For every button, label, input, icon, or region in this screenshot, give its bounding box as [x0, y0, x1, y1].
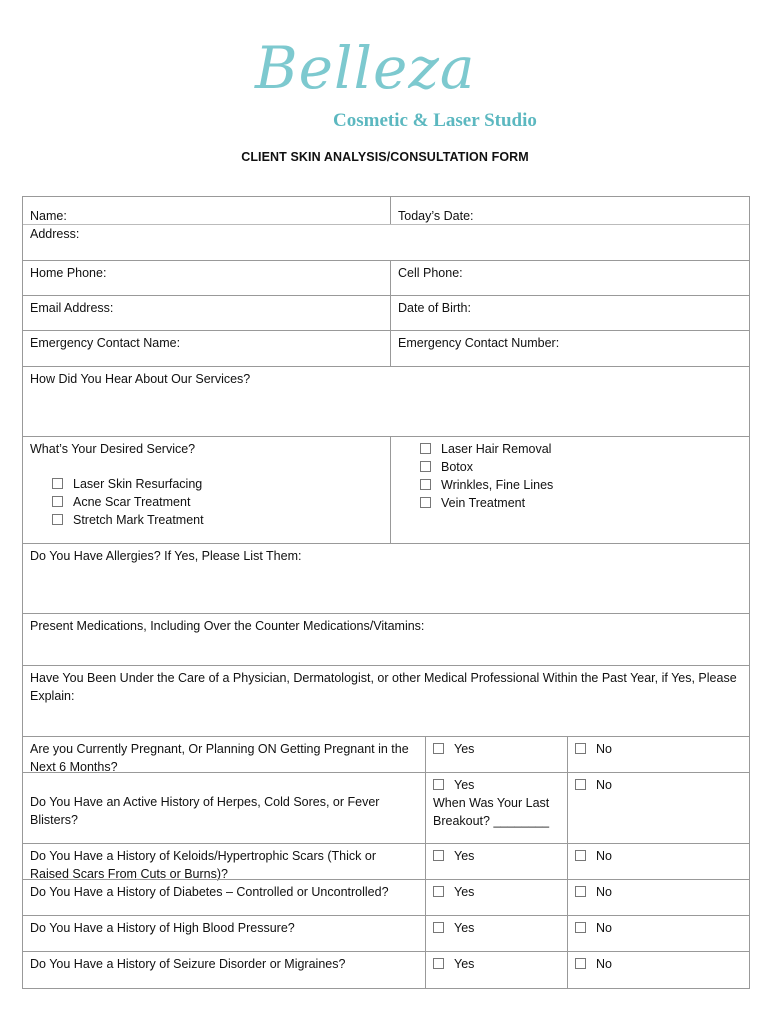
last-breakout-label: When Was Your Last Breakout? ________ — [433, 796, 550, 828]
yes-label: Yes — [454, 885, 475, 899]
yes-label: Yes — [454, 957, 475, 971]
allergies-field[interactable] — [23, 544, 749, 613]
row-pregnant — [23, 736, 749, 772]
row-allergies — [23, 543, 749, 613]
logo-subtitle: Cosmetic & Laser Studio — [333, 110, 537, 131]
blood-pressure-question: Do You Have a History of High Blood Pressure? — [30, 921, 295, 935]
checkbox[interactable] — [52, 496, 63, 507]
services-right-list — [420, 440, 742, 512]
question-cell — [23, 844, 425, 879]
diabetes-question: Do You Have a History of Diabetes – Controlled or Uncontrolled? — [30, 885, 389, 899]
cell-phone-label: Cell Phone: — [398, 266, 463, 280]
address-label: Address: — [30, 227, 80, 241]
name-label: Name: — [30, 209, 67, 223]
emergency-name-field[interactable] — [23, 331, 390, 366]
question-cell — [23, 916, 425, 951]
home-phone-label: Home Phone: — [30, 266, 107, 280]
no-cell[interactable] — [567, 952, 749, 988]
services-question: What’s Your Desired Service? — [30, 442, 196, 456]
no-label: No — [596, 921, 612, 935]
row-physician — [23, 665, 749, 736]
yes-label: Yes — [454, 778, 475, 792]
medications-field[interactable] — [23, 614, 749, 665]
yes-label: Yes — [454, 849, 475, 863]
service-option[interactable]: Acne Scar Treatment — [52, 493, 383, 511]
row-email-dob — [23, 295, 749, 330]
seizure-question: Do You Have a History of Seizure Disorder or Migraines? — [30, 957, 346, 971]
row-phones — [23, 260, 749, 295]
physician-field[interactable] — [23, 666, 749, 736]
services-left-list — [52, 475, 383, 529]
no-checkbox[interactable] — [575, 958, 586, 969]
row-hear-about — [23, 366, 749, 436]
yes-checkbox[interactable] — [433, 779, 444, 790]
yes-checkbox[interactable] — [433, 922, 444, 933]
yes-label: Yes — [454, 921, 475, 935]
checkbox[interactable] — [420, 479, 431, 490]
no-cell[interactable] — [567, 773, 749, 843]
service-option[interactable]: Botox — [420, 458, 742, 476]
row-seizure — [23, 951, 749, 988]
dob-field[interactable] — [390, 296, 749, 330]
yes-cell[interactable] — [425, 916, 567, 951]
allergies-label: Do You Have Allergies? If Yes, Please List Them: — [30, 549, 302, 563]
question-cell — [23, 737, 425, 772]
question-cell — [23, 773, 425, 843]
logo-script-text: Belleza — [255, 34, 476, 102]
no-checkbox[interactable] — [575, 850, 586, 861]
service-option[interactable]: Laser Hair Removal — [420, 440, 742, 458]
row-keloids — [23, 843, 749, 879]
row-blood-pressure — [23, 915, 749, 951]
no-label: No — [596, 885, 612, 899]
address-field[interactable] — [23, 223, 749, 260]
no-label: No — [596, 957, 612, 971]
yes-checkbox[interactable] — [433, 958, 444, 969]
yes-checkbox[interactable] — [433, 886, 444, 897]
yes-label: Yes — [454, 742, 475, 756]
question-cell — [23, 880, 425, 915]
yes-cell[interactable] — [425, 773, 567, 843]
row-herpes — [23, 772, 749, 843]
no-checkbox[interactable] — [575, 922, 586, 933]
belleza-logo — [255, 34, 555, 140]
email-label: Email Address: — [30, 301, 114, 315]
todays-date-field[interactable] — [390, 197, 749, 224]
yes-cell[interactable] — [425, 737, 567, 772]
services-right — [390, 437, 749, 543]
form-title: CLIENT SKIN ANALYSIS/CONSULTATION FORM — [241, 150, 529, 164]
row-medications — [23, 613, 749, 665]
yes-cell[interactable] — [425, 844, 567, 879]
checkbox[interactable] — [52, 478, 63, 489]
cell-phone-field[interactable] — [390, 261, 749, 295]
row-services — [23, 436, 749, 543]
consultation-form — [22, 196, 750, 989]
checkbox[interactable] — [420, 443, 431, 454]
hear-about-label: How Did You Hear About Our Services? — [30, 372, 251, 386]
no-checkbox[interactable] — [575, 743, 586, 754]
home-phone-field[interactable] — [23, 261, 390, 295]
no-label: No — [596, 742, 612, 756]
question-cell — [23, 952, 425, 988]
no-checkbox[interactable] — [575, 886, 586, 897]
checkbox[interactable] — [52, 514, 63, 525]
no-cell[interactable] — [567, 844, 749, 879]
yes-cell[interactable] — [425, 952, 567, 988]
no-checkbox[interactable] — [575, 779, 586, 790]
emergency-number-field[interactable] — [390, 331, 749, 366]
services-left — [23, 437, 390, 543]
service-option[interactable]: Wrinkles, Fine Lines — [420, 476, 742, 494]
row-emergency — [23, 330, 749, 366]
name-field[interactable] — [23, 197, 390, 224]
herpes-question: Do You Have an Active History of Herpes, Cold Sores, or Fever Blisters? — [30, 795, 380, 827]
service-option[interactable]: Laser Skin Resurfacing — [52, 475, 383, 493]
row-diabetes — [23, 879, 749, 915]
row-name-address — [23, 197, 749, 260]
yes-checkbox[interactable] — [433, 850, 444, 861]
no-label: No — [596, 849, 612, 863]
no-cell[interactable] — [567, 880, 749, 915]
service-option[interactable]: Stretch Mark Treatment — [52, 511, 383, 529]
checkbox[interactable] — [420, 497, 431, 508]
no-cell[interactable] — [567, 737, 749, 772]
dob-label: Date of Birth: — [398, 301, 471, 315]
no-label: No — [596, 778, 612, 792]
checkbox[interactable] — [420, 461, 431, 472]
email-field[interactable] — [23, 296, 390, 330]
pregnant-question: Are you Currently Pregnant, Or Planning ON Getting Pregnant in the Next 6 Months? — [30, 742, 409, 774]
keloids-question: Do You Have a History of Keloids/Hypertrophic Scars (Thick or Raised Scars From Cuts or Burns)? — [30, 849, 376, 881]
medications-label: Present Medications, Including Over the Counter Medications/Vitamins: — [30, 619, 425, 633]
yes-checkbox[interactable] — [433, 743, 444, 754]
hear-about-field[interactable] — [23, 367, 749, 436]
service-option[interactable]: Vein Treatment — [420, 494, 742, 512]
emergency-name-label: Emergency Contact Name: — [30, 336, 181, 350]
emergency-number-label: Emergency Contact Number: — [398, 336, 560, 350]
yes-cell[interactable] — [425, 880, 567, 915]
no-cell[interactable] — [567, 916, 749, 951]
todays-date-label: Today’s Date: — [398, 209, 474, 223]
physician-label: Have You Been Under the Care of a Physician, Dermatologist, or other Medical Professional Within the Past Year, if Yes, Please Explain: — [30, 671, 737, 703]
